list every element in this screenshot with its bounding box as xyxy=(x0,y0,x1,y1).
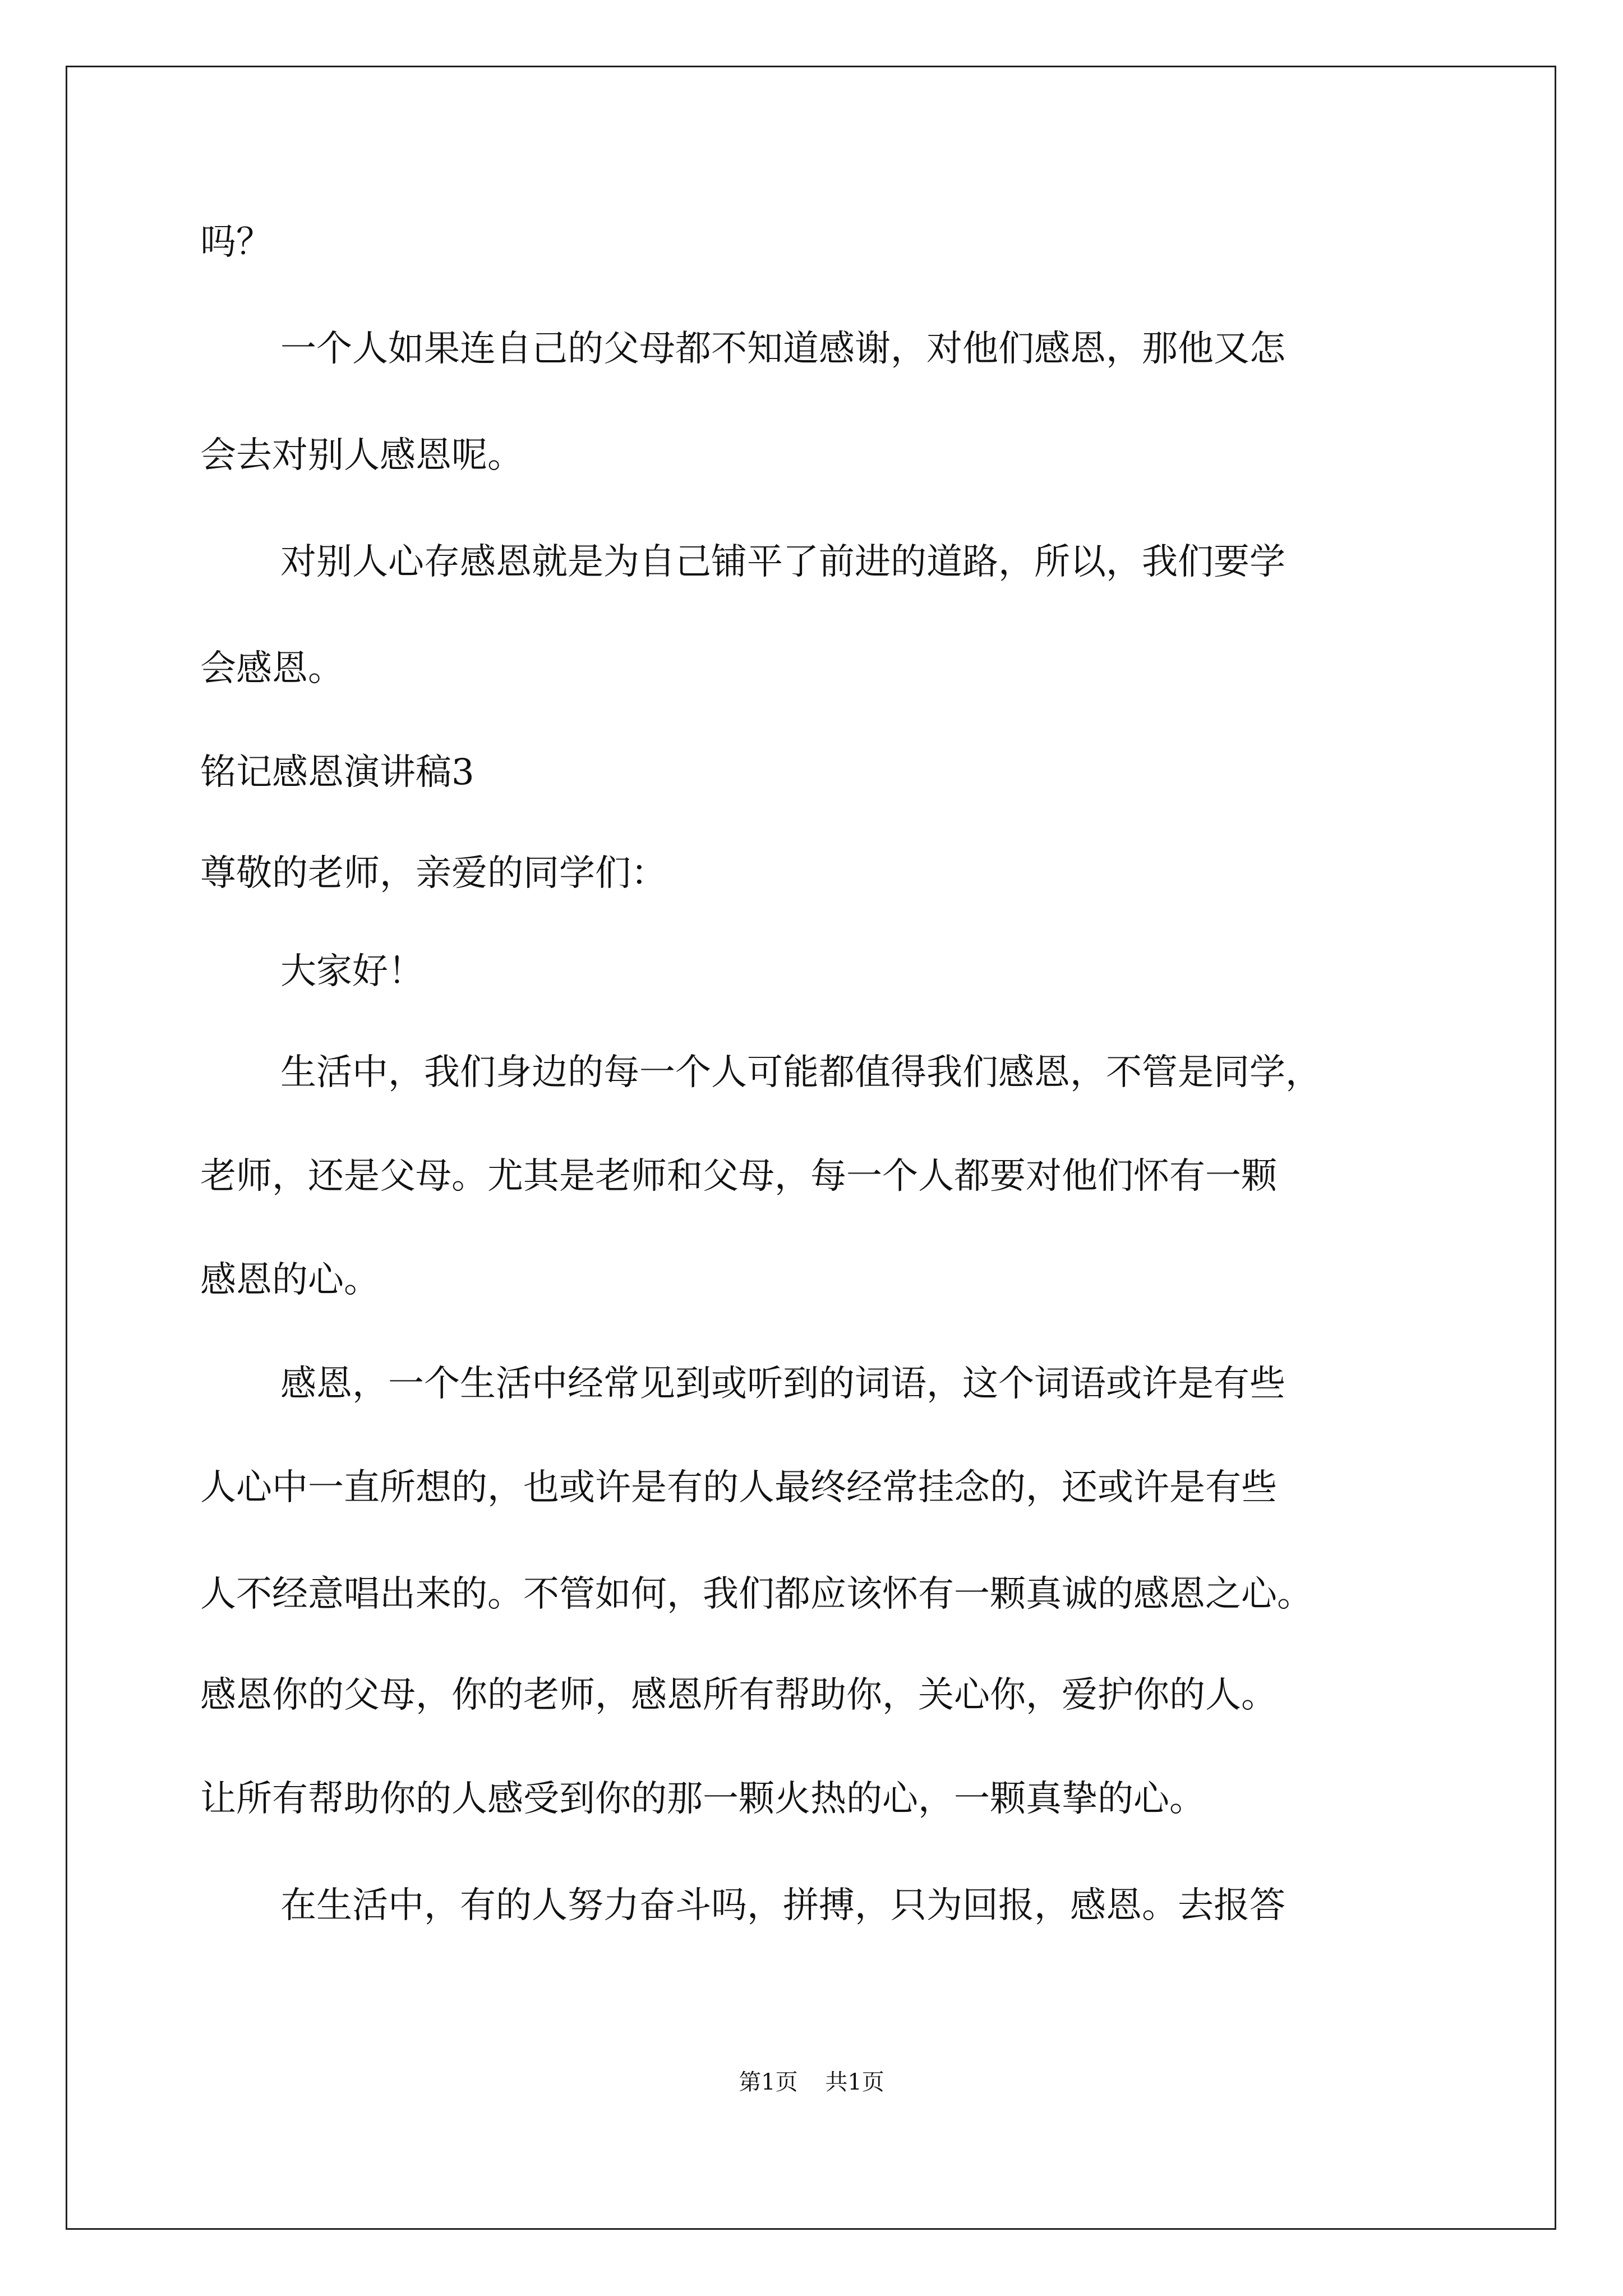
page-number: 第1页 xyxy=(739,2069,798,2095)
text-line: 老师，还是父母。尤其是老师和父母，每一个人都要对他们怀有一颗 xyxy=(200,1156,1277,1197)
salutation: 尊敬的老师，亲爱的同学们： xyxy=(200,853,667,894)
text-line: 生活中，我们身边的每一个人可能都值得我们感恩，不管是同学， xyxy=(280,1052,1321,1093)
greeting: 大家好！ xyxy=(280,951,424,992)
text-line: 感恩，一个生活中经常见到或听到的词语，这个词语或许是有些 xyxy=(280,1363,1285,1405)
text-line: 会去对别人感恩呢。 xyxy=(200,435,523,476)
section-heading: 铭记感恩演讲稿3 xyxy=(200,752,474,793)
text-line: 一个人如果连自己的父母都不知道感谢，对他们感恩，那他又怎 xyxy=(280,328,1285,370)
page-footer xyxy=(0,2064,1623,2096)
text-line: 在生活中，有的人努力奋斗吗，拼搏，只为回报，感恩。去报答 xyxy=(280,1885,1285,1926)
text-line: 对别人心存感恩就是为自己铺平了前进的道路，所以，我们要学 xyxy=(280,541,1285,583)
text-line: 感恩你的父母，你的老师，感恩所有帮助你，关心你，爱护你的人。 xyxy=(200,1674,1277,1716)
text-line: 人不经意唱出来的。不管如何，我们都应该怀有一颗真诚的感恩之心。 xyxy=(200,1573,1313,1615)
text-line: 让所有帮助你的人感受到你的那一颗火热的心，一颗真挚的心。 xyxy=(200,1778,1205,1820)
text-line: 人心中一直所想的，也或许是有的人最终经常挂念的，还或许是有些 xyxy=(200,1467,1277,1508)
page-total: 共1页 xyxy=(825,2069,884,2095)
text-line: 会感恩。 xyxy=(200,648,344,689)
text-line: 感恩的心。 xyxy=(200,1259,380,1301)
text-line: 吗？ xyxy=(200,222,272,263)
